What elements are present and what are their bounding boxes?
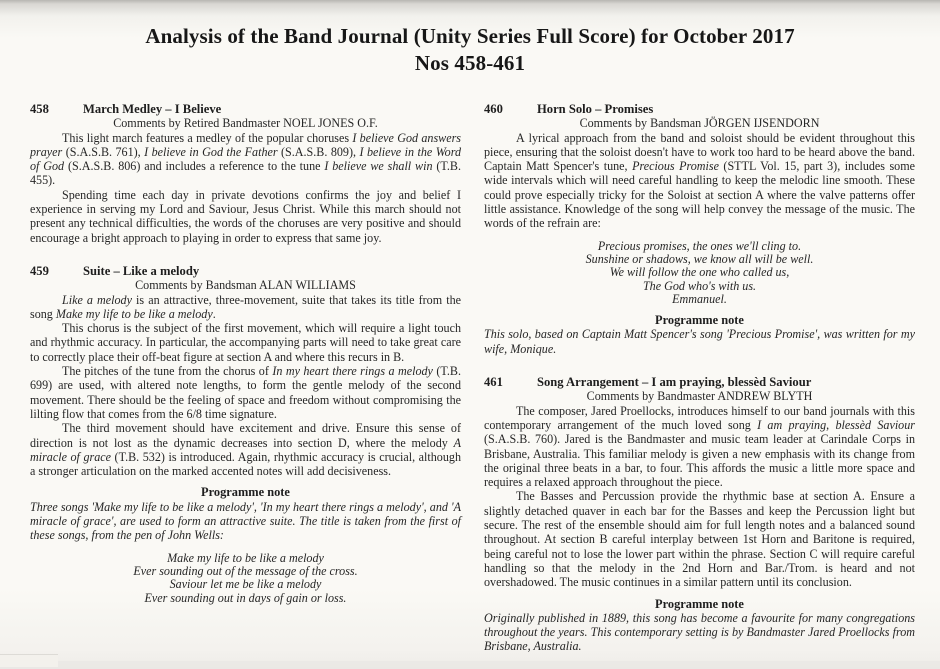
- text-run: (S.A.S.B. 761),: [62, 144, 145, 159]
- verse-line: Make my life to be like a melody: [167, 550, 324, 565]
- text-run: Originally published in 1889, this song has become a favourite for many congregations throughout the years. This contemporary setting is by Bandmaster Jared Proellocks from Brisbane, Australia.: [484, 610, 915, 654]
- verse-line: The God who's with us.: [642, 278, 757, 293]
- comments-byline: Comments by Retired Bandmaster NOEL JONES O.F.: [113, 116, 378, 131]
- text-run: This chorus is the subject of the first movement, which will require a light touch and rhythmic accuracy. In particular, the accompanying parts will need to take great care to correctly place their off-beat figure at section A and where this recurs in B.: [30, 321, 461, 364]
- body-paragraph: [30, 293, 461, 322]
- verse-line: We will follow the one who called us,: [609, 265, 790, 280]
- text-run: (STTL Vol. 15, part 3), includes some wide intervals which will need careful handling to keep the melodic line smooth. These could prove especially tricky for the Soloist at section A where the valve patterns offer little assistance. Knowledge of the song will help convey the message of the music. The words of the refrain are:: [484, 159, 915, 231]
- section-title: Song Arrangement – I am praying, blessèd Saviour: [537, 375, 812, 390]
- body-paragraph: [484, 131, 915, 231]
- italic-run: I believe in the Word of God: [30, 144, 462, 174]
- verse-line: Emmanuel.: [672, 291, 727, 306]
- verse-line: Precious promises, the ones we'll cling to.: [597, 238, 802, 253]
- song-verse: [484, 240, 915, 306]
- text-run: The pitches of the tune from the chorus of: [62, 364, 273, 379]
- body-paragraph: [30, 321, 461, 364]
- text-run: (T.B. 532) is introduced. Again, rhythmic accuracy is crucial, although a stronger articulation on the marked accented notes will add decisiveness.: [30, 449, 461, 479]
- body-paragraph: [484, 404, 915, 490]
- scan-edge-artifact: [0, 661, 940, 669]
- programme-note: [30, 500, 461, 543]
- programme-note-heading: Programme note: [201, 485, 290, 500]
- section-heading: [484, 375, 915, 389]
- body-paragraph: [30, 131, 461, 188]
- text-run: The third movement should have excitement and drive. Ensure this sense of direction is not lost as the dynamic decreases into section D, where the melody: [30, 421, 461, 450]
- text-run: (S.A.S.B. 806) and includes a reference to the tune: [64, 159, 325, 174]
- section-number: 460: [484, 102, 503, 116]
- italic-run: A miracle of grace: [30, 435, 461, 464]
- verse-line: Ever sounding out of the message of the cross.: [133, 563, 358, 578]
- body-paragraph: [30, 188, 461, 245]
- text-run: The composer, Jared Proellocks, introduces himself to our band journals with this contemporary arrangement of the much loved song: [484, 403, 915, 432]
- section-title: Suite – Like a melody: [83, 263, 200, 278]
- italic-run: In my heart there rings a melody: [272, 364, 433, 379]
- song-verse: [30, 552, 461, 605]
- text-run: This solo, based on Captain Matt Spencer's song 'Precious Promise', was written for my wife, Monique.: [484, 327, 915, 356]
- text-run: (S.A.S.B. 760). Jared is the Bandmaster and music team leader at Carindale Corps in Brisbane, Australia. This familiar melody is given a new emphasis with its change from the original three beats in a bar, to four. This affords the music a little more space and requires a relaxed approach throughout the piece.: [484, 432, 915, 490]
- verse-line: Saviour let me be like a melody: [169, 577, 322, 592]
- programme-note: [484, 611, 915, 654]
- text-run: (S.A.S.B. 809),: [277, 144, 360, 159]
- section-number: 459: [30, 263, 49, 278]
- section-number: 461: [484, 375, 503, 390]
- comments-byline: Comments by Bandmaster ANDREW BLYTH: [586, 389, 813, 404]
- text-run: is an attractive, three-movement, suite that takes its title from the song: [30, 292, 461, 321]
- italic-run: I am praying, blessèd Saviour: [757, 417, 915, 432]
- two-column-body: [0, 77, 940, 654]
- text-run: Three songs 'Make my life to be like a melody', 'In my heart there rings a melody', and 'A miracle of grace', are used to form an attractive suite. The title is taken from the first of these songs, from the pen of John Wells:: [30, 499, 461, 543]
- body-paragraph: [484, 489, 915, 589]
- text-run: The Basses and Percussion provide the rhythmic base at section A. Ensure a slightly detached quaver in each bar for the Basses and keep the Percussion light but secure. The rest of the ensemble should aim for full length notes and a balanced sound throughout. At section B careful interplay between 1st Horn and Baritone is required, being careful not to lose the lower part within the phrase. Section C will require careful handling so that the melody in the 2nd Horn and Bar./Trom. is heard and not overshadowed. The music continues in a similar pattern until its conclusion.: [484, 489, 915, 590]
- text-run: A lyrical approach from the band and soloist should be evident throughout this piece, ensuring that the soloist doesn't have to work too hard to be heard above the band. Captain Matt Spencer's tune,: [484, 130, 915, 174]
- italic-run: I believe in God the Father: [144, 144, 278, 159]
- programme-note-heading: Programme note: [655, 596, 744, 611]
- italic-run: Like a melody: [62, 292, 132, 307]
- programme-note-heading: Programme note: [655, 313, 744, 328]
- comments-byline: Comments by Bandsman ALAN WILLIAMS: [135, 278, 356, 293]
- body-paragraph: [30, 421, 461, 478]
- section-title: Horn Solo – Promises: [537, 102, 654, 116]
- italic-run: I believe God answers prayer: [30, 130, 462, 159]
- document-title-line1: Analysis of the Band Journal (Unity Series Full Score) for October 2017: [145, 24, 795, 48]
- body-paragraph: [30, 364, 461, 421]
- italic-run: Make my life to be like a melody: [55, 306, 213, 321]
- section-title: March Medley – I Believe: [83, 102, 222, 116]
- left-column: [30, 102, 461, 654]
- text-run: Spending time each day in private devotions confirms the joy and belief I experience in serving my Lord and Saviour, Jesus Christ. While this march should not present any technical difficulties, the words of the choruses are very positive and should encourage a bright approach to playing in order to express that same joy.: [30, 187, 461, 245]
- text-run: This light march features a medley of the popular choruses: [62, 130, 353, 145]
- document-title-line2: Nos 458-461: [414, 51, 526, 75]
- verse-line: Sunshine or shadows, we know all will be well.: [585, 251, 814, 266]
- comments-byline: Comments by Bandsman JÖRGEN IJSENDORN: [579, 116, 820, 131]
- section-heading: [30, 264, 461, 278]
- italic-run: Precious Promise: [632, 159, 719, 174]
- programme-note: [484, 327, 915, 356]
- text-run: (T.B. 699) are used, with altered note lengths, to form the gentle melody of the second movement. There should be the feeling of space and freedom without compromising the lilting flow that comes from the 6/8 time signature.: [30, 364, 461, 421]
- section-number: 458: [30, 102, 49, 116]
- text-run: (T.B. 455).: [30, 159, 461, 188]
- section-heading: [484, 102, 915, 116]
- right-column: [484, 102, 915, 654]
- text-run: .: [212, 306, 216, 321]
- italic-run: I believe we shall win: [324, 159, 433, 174]
- section-heading: [30, 102, 461, 116]
- scan-corner-artifact: [0, 654, 58, 667]
- verse-line: Ever sounding out in days of gain or loss.: [144, 590, 347, 605]
- document-title: [0, 0, 940, 77]
